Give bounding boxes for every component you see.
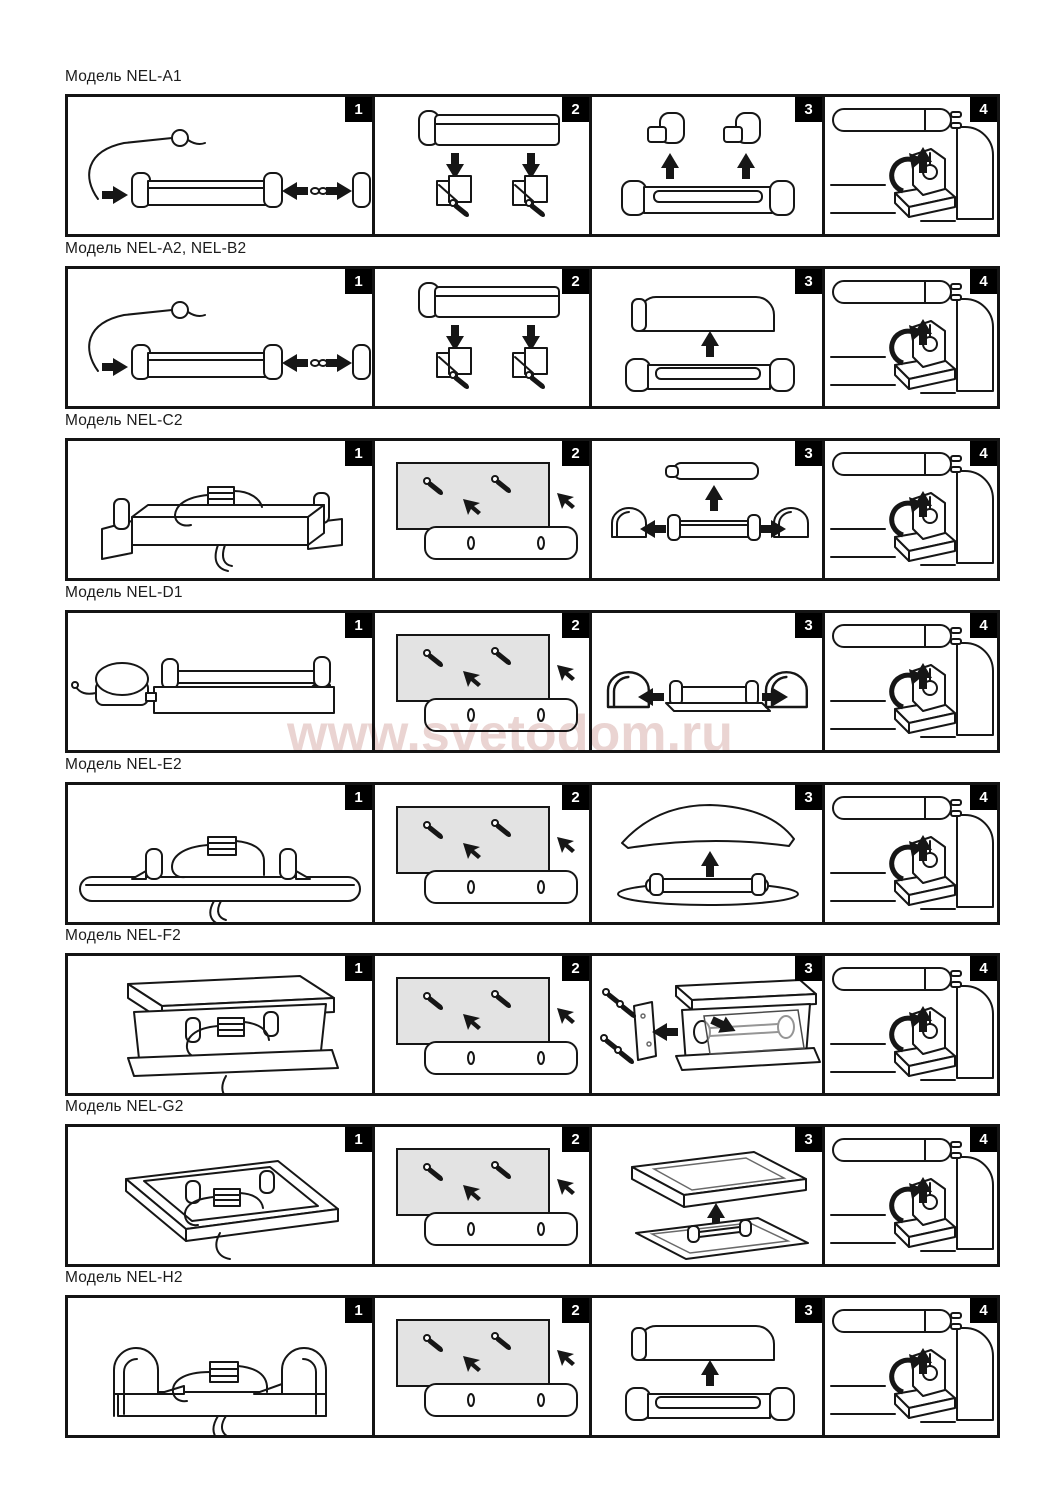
fixture-wiring-illustration <box>68 441 372 578</box>
caps-and-cover-illustration <box>592 441 822 578</box>
step-number-badge: 1 <box>345 613 372 638</box>
end-clips-lift-illustration <box>592 97 822 234</box>
instruction-strip <box>65 610 1000 753</box>
instruction-strip <box>65 94 1000 237</box>
cover-lift-illustration <box>592 1298 822 1435</box>
step-number-badge: 1 <box>345 785 372 810</box>
step-number-badge: 4 <box>970 613 997 638</box>
step-number-badge: 3 <box>795 1127 822 1152</box>
site-watermark: www.svetodom.ru <box>287 705 733 763</box>
model-section-nel-a1 <box>65 68 1000 237</box>
model-section-nel-c2 <box>65 412 1000 581</box>
model-label: Модель NEL-G2 <box>65 1098 184 1115</box>
step-number-badge: 3 <box>795 785 822 810</box>
model-label: Модель NEL-C2 <box>65 412 183 429</box>
end-caps-remove-illustration <box>592 613 822 750</box>
open-box-wiring-illustration <box>68 956 372 1093</box>
step-number-badge: 1 <box>345 956 372 981</box>
rounded-caps-base-illustration <box>68 1298 372 1435</box>
step-number-badge: 2 <box>562 441 589 466</box>
step-panel-4 <box>822 1295 1000 1438</box>
instruction-strip <box>65 1295 1000 1438</box>
instruction-strip <box>65 953 1000 1096</box>
step-number-badge: 1 <box>345 1298 372 1323</box>
instruction-strip <box>65 438 1000 581</box>
step-number-badge: 1 <box>345 1127 372 1152</box>
wall-plate-screws-illustration <box>375 1298 589 1435</box>
step-panel-4 <box>822 266 1000 409</box>
step-panel-1 <box>65 610 375 753</box>
model-label: Модель NEL-F2 <box>65 927 181 944</box>
step-panel-3 <box>589 1295 825 1438</box>
bracket-screws-illustration <box>375 269 589 406</box>
step-panel-1 <box>65 953 375 1096</box>
wall-plate-screws-illustration <box>375 785 589 922</box>
instruction-strip <box>65 1124 1000 1267</box>
cover-lift-illustration <box>592 269 822 406</box>
step-panel-2 <box>372 953 592 1096</box>
step-panel-4 <box>822 782 1000 925</box>
step-number-badge: 4 <box>970 1127 997 1152</box>
step-panel-3 <box>589 1124 825 1267</box>
step-panel-4 <box>822 610 1000 753</box>
step-panel-1 <box>65 1295 375 1438</box>
step-number-badge: 1 <box>345 97 372 122</box>
fixture-driver-illustration <box>68 613 372 750</box>
step-panel-4 <box>822 1124 1000 1267</box>
step-panel-3 <box>589 782 825 925</box>
step-panel-3 <box>589 266 825 409</box>
model-label: Модель NEL-A1 <box>65 68 182 85</box>
step-number-badge: 2 <box>562 97 589 122</box>
step-panel-2 <box>372 782 592 925</box>
step-number-badge: 2 <box>562 269 589 294</box>
model-section-nel-g2 <box>65 1098 1000 1267</box>
step-panel-1 <box>65 782 375 925</box>
step-number-badge: 2 <box>562 956 589 981</box>
step-number-badge: 3 <box>795 613 822 638</box>
step-number-badge: 2 <box>562 1127 589 1152</box>
dome-diffuser-lift-illustration <box>592 785 822 922</box>
model-section-nel-h2 <box>65 1269 1000 1438</box>
step-panel-3 <box>589 438 825 581</box>
step-panel-3 <box>589 94 825 237</box>
model-label: Модель NEL-H2 <box>65 1269 183 1286</box>
step-panel-2 <box>372 1295 592 1438</box>
model-label: Модель NEL-A2, NEL-B2 <box>65 240 247 257</box>
square-tray-wiring-illustration <box>68 1127 372 1264</box>
wall-plate-screws-illustration <box>375 1127 589 1264</box>
fixture-cable-illustration <box>68 269 372 406</box>
step-panel-1 <box>65 94 375 237</box>
flat-base-wiring-illustration <box>68 785 372 922</box>
step-panel-1 <box>65 438 375 581</box>
wall-plate-screws-illustration <box>375 956 589 1093</box>
step-number-badge: 4 <box>970 441 997 466</box>
model-section-nel-f2 <box>65 927 1000 1096</box>
step-number-badge: 4 <box>970 956 997 981</box>
side-plate-diffuser-illustration <box>592 956 822 1093</box>
step-number-badge: 4 <box>970 97 997 122</box>
model-label: Модель NEL-D1 <box>65 584 183 601</box>
wall-plate-screws-illustration <box>375 613 589 750</box>
step-number-badge: 2 <box>562 1298 589 1323</box>
step-panel-2 <box>372 266 592 409</box>
step-number-badge: 3 <box>795 956 822 981</box>
step-panel-3 <box>589 953 825 1096</box>
step-panel-1 <box>65 266 375 409</box>
bracket-screws-illustration <box>375 97 589 234</box>
step-number-badge: 3 <box>795 1298 822 1323</box>
step-number-badge: 2 <box>562 613 589 638</box>
step-panel-1 <box>65 1124 375 1267</box>
step-panel-2 <box>372 1124 592 1267</box>
step-panel-2 <box>372 438 592 581</box>
square-cover-lift-illustration <box>592 1127 822 1264</box>
wall-plate-screws-illustration <box>375 441 589 578</box>
step-panel-2 <box>372 610 592 753</box>
step-number-badge: 3 <box>795 269 822 294</box>
step-number-badge: 4 <box>970 269 997 294</box>
step-number-badge: 3 <box>795 97 822 122</box>
step-panel-2 <box>372 94 592 237</box>
model-section-nel-a2-b2 <box>65 240 1000 409</box>
step-number-badge: 4 <box>970 785 997 810</box>
step-panel-4 <box>822 438 1000 581</box>
step-number-badge: 3 <box>795 441 822 466</box>
model-section-nel-d1 <box>65 584 1000 753</box>
step-number-badge: 2 <box>562 785 589 810</box>
model-label: Модель NEL-E2 <box>65 756 182 773</box>
step-number-badge: 4 <box>970 1298 997 1323</box>
fixture-cable-illustration <box>68 97 372 234</box>
step-panel-4 <box>822 94 1000 237</box>
instruction-strip <box>65 782 1000 925</box>
step-number-badge: 1 <box>345 269 372 294</box>
instruction-strip <box>65 266 1000 409</box>
model-section-nel-e2 <box>65 756 1000 925</box>
step-number-badge: 1 <box>345 441 372 466</box>
step-panel-3 <box>589 610 825 753</box>
step-panel-4 <box>822 953 1000 1096</box>
